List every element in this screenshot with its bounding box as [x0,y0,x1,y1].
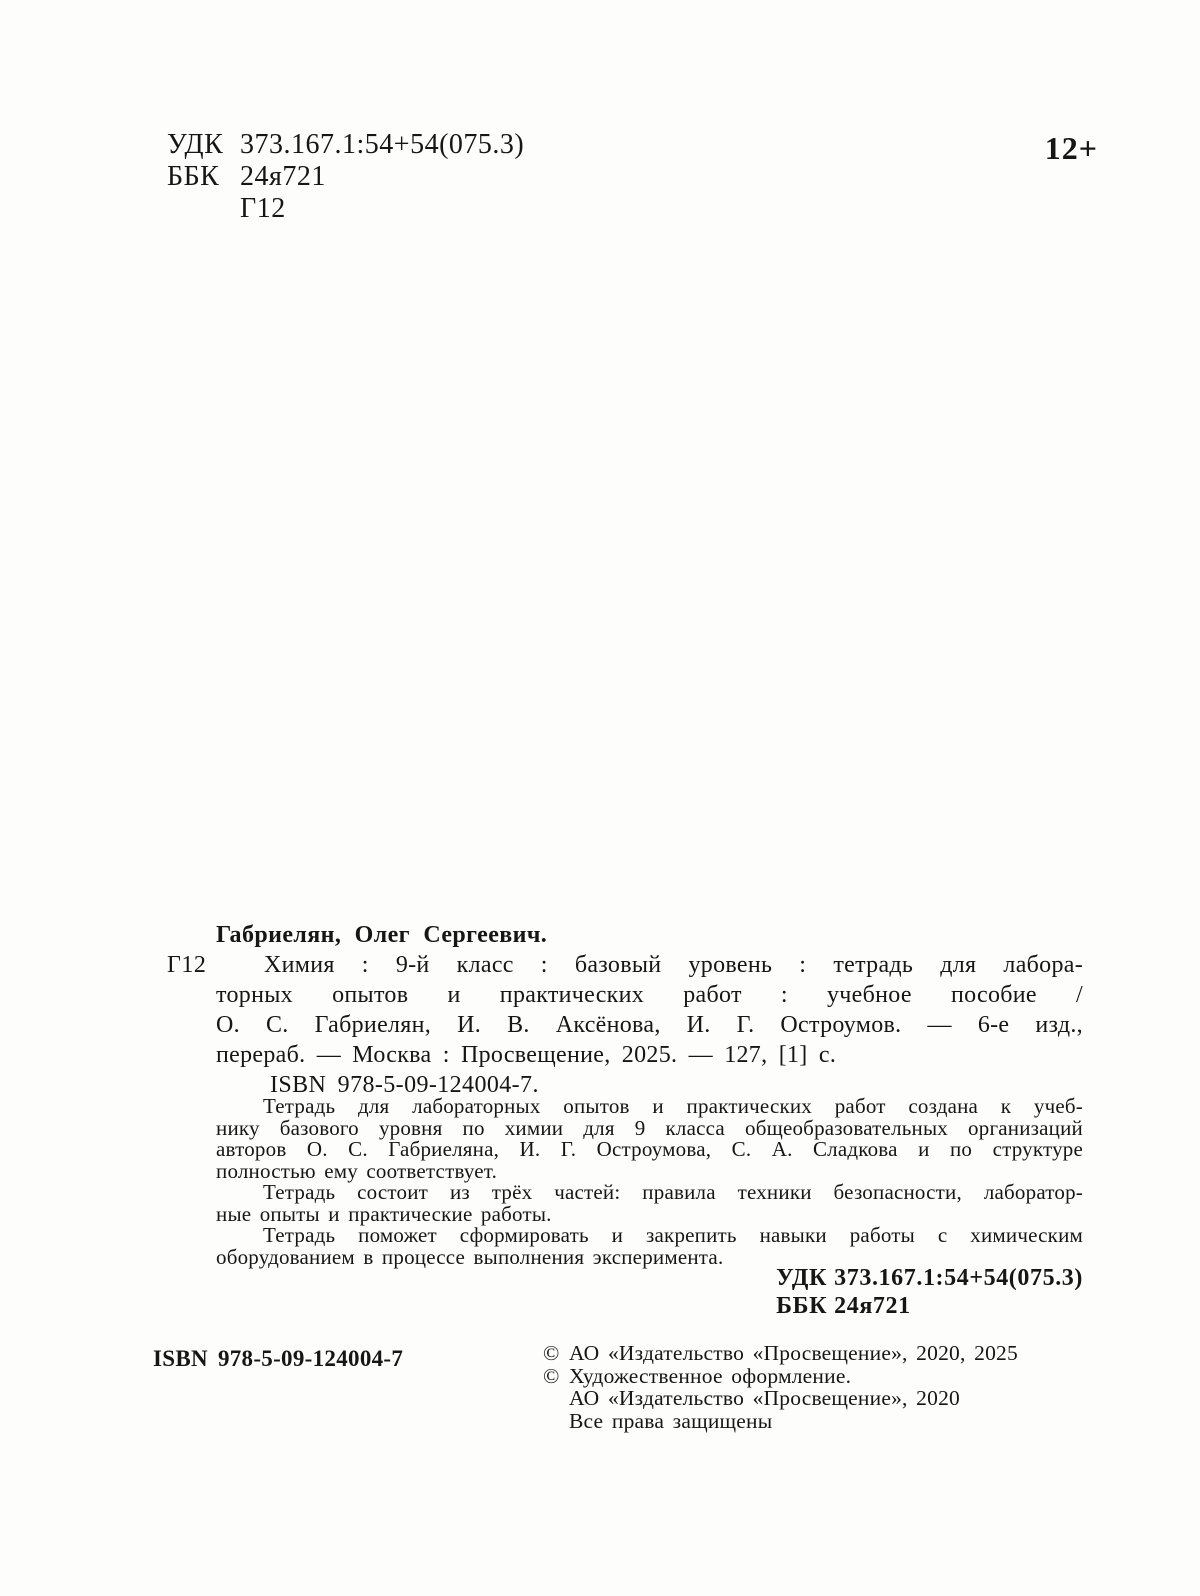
annotation-paragraph [216,1182,1083,1225]
biblio-entry-code: Г12 [167,952,207,978]
biblio-entry-line: Химия : 9-й класс : базовый уровень : тетрадь для лабора- [264,952,1083,978]
copyright-line [543,1387,1018,1410]
annotation-line: нику базового уровня по химии для 9 класса общеобразовательных организаций [216,1115,1083,1140]
annotation-line: авторов О. С. Габриеляна, И. Г. Остроумова, С. А. Сладкова и по структуре [216,1137,1083,1161]
annotation-paragraph [216,1096,1083,1182]
annotation [216,1096,1083,1268]
annotation-line: полностью ему соответствует. [216,1158,498,1183]
copyright-line [543,1365,1018,1388]
age-rating: 12+ [1044,130,1098,166]
bbk-label-bottom: ББК [776,1293,828,1319]
biblio-entry-line: торных опытов и практических работ : учебное пособие / [216,982,1083,1008]
udk-line-bottom [776,1264,1083,1292]
biblio-author-heading: Габриелян, Олег Сергеевич. [216,922,548,948]
copyright-block [543,1342,1018,1432]
bbk-line-bottom [776,1292,1083,1320]
annotation-line: Тетрадь для лабораторных опытов и практических работ создана к учеб- [263,1094,1083,1118]
udk-label: УДК [167,129,224,160]
biblio-isbn: ISBN 978-5-09-124004-7. [270,1072,539,1098]
biblio-entry-line: перераб. — Москва : Просвещение, 2025. — 127, [1] с. [216,1042,837,1068]
annotation-line: оборудованием в процессе выполнения эксперимента. [216,1244,724,1269]
copyright-symbol [543,1410,569,1433]
biblio-entry [167,950,1083,1070]
bbk-value: 24я721 [240,161,326,192]
annotation-line: Тетрадь состоит из трёх частей: правила техники безопасности, лаборатор- [263,1180,1083,1204]
copyright-text: АО «Издательство «Просвещение», 2020, 2025 [569,1341,1018,1365]
copyright-line [543,1342,1018,1365]
udk-label-bottom: УДК [776,1265,828,1291]
copyright-symbol: © [543,1341,560,1365]
classification-top [167,129,524,225]
copyright-text: АО «Издательство «Просвещение», 2020 [569,1386,960,1410]
bbk-label: ББК [167,161,220,192]
main-text-block [167,920,1083,1269]
copyright-text: Художественное оформление. [569,1363,852,1388]
bbk-line [167,161,524,193]
footer-isbn: ISBN 978-5-09-124004-7 [153,1346,404,1371]
copyright-symbol: © [543,1363,560,1388]
classification-bottom [776,1264,1083,1320]
author-code: Г12 [240,193,286,224]
author-code-line [167,193,524,225]
bbk-value-bottom: 24я721 [834,1293,911,1319]
annotation-paragraph [216,1225,1083,1268]
annotation-line: ные опыты и практические работы. [216,1201,552,1226]
udk-value-bottom: 373.167.1:54+54(075.3) [834,1265,1083,1291]
biblio-entry-line: О. С. Габриелян, И. В. Аксёнова, И. Г. Остроумов. — 6-е изд., [216,1012,1083,1038]
copyright-symbol [543,1387,569,1410]
annotation-line: Тетрадь поможет сформировать и закрепить навыки работы с химическим [263,1223,1083,1247]
udk-value: 373.167.1:54+54(075.3) [240,129,525,160]
copyright-text: Все права защищены [569,1408,773,1433]
udk-line [167,129,524,161]
copyright-line [543,1410,1018,1433]
